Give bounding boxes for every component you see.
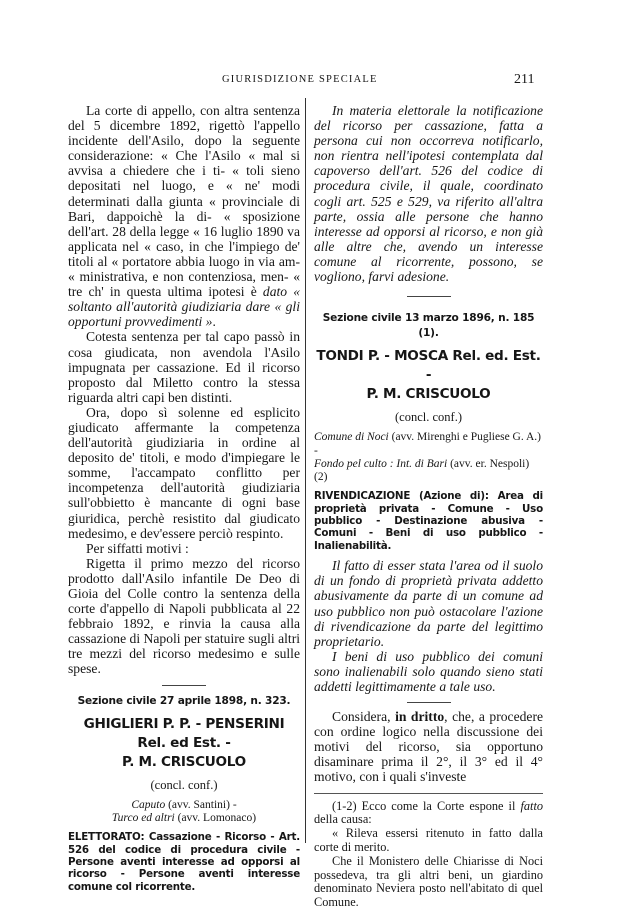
case-parties-right [314,431,543,484]
parties-line-1: GHIGLIERI P. P. - PENSERINI Rel. ed Est. - [83,715,285,751]
column-divider [305,98,306,843]
case-party-1-counsel: (avv. Santini) - [168,798,237,811]
topic-keywords: ELETTORATO: Cassazione - Ricorso - Art. 526 del codice di procedura civile - Persone aventi interesse ad opporsi al ricorso - Persone aventi interesse comune col ricorrente. [68,831,300,893]
case-party-1-right: Comune di Noci [314,431,389,444]
parties-line-2: P. M. CRISCUOLO [122,753,246,770]
paragraph-1-end: . [212,314,216,330]
summary-maxim-2: Il fatto di esser stata l'area od il suolo di un fondo di proprietà privata addetto abusivamente da parte di un comune ad uso pubblico non può ostacolare l'azione di rivendicazione da parte del legittimo proprietario. [314,558,543,649]
paragraph-2: Cotesta sentenza per tal capo passò in cosa giudicata, non avendola l'Asilo impugnata per cassazione. Ed il ricorso proposto dal Miletto contro la stessa riguarda altri capi ben distinti. [68,329,300,405]
topic-keywords-right: RIVENDICAZIONE (Azione di): Area di proprietà privata - Comune - Uso pubblico - Destinazione abusiva - Comuni - Beni di uso pubblico - Inalienabilità. [314,490,543,552]
case-party-1: Caputo [131,798,166,811]
case-parties [68,799,300,825]
body-paragraph [314,709,543,784]
section-separator-right [407,296,451,297]
running-header-title: GIURISDIZIONE SPECIALE [222,74,378,85]
paragraph-5: Rigetta il primo mezzo del ricorso prodotto dall'Asilo infantile De Deo di Gioia del Colle contro la sentenza della corte d'appello di Napoli pubblicata al 22 febbraio 1892, e rinvia la causa alla cassazione di Napoli per statuire sugli altri tre mezzi del ricorso medesimo e sulle spese. [68,555,300,677]
section-heading: Sezione civile 27 aprile 1898, n. 323. [77,694,291,707]
page-number: 211 [514,72,535,87]
footnote-ref: (1-2) Ecco come la Corte espone il [332,798,516,813]
conclusion: (concl. conf.) [150,777,218,792]
paragraph-3: Ora, dopo sì solenne ed esplicito giudicato affermante la competenza dell'autorità giudiziaria in ordine al deposito de' titoli, e modo d'impiegare le somme, l'accampato conflitto per incompetenza dell'autorità giudiziaria sull'obbietto è mancante di ogni base giuridica, perchè resistito dal giudicato medesimo, e dev'essere perciò respinto. [68,404,300,541]
paragraph-1-italic: dato « soltanto all'autorità giudiziaria dare « gli opportuni provvedimenti » [68,284,300,330]
paragraph-1 [68,103,300,329]
parties-line-1-right: TONDI P. - MOSCA Rel. ed. Est. - [316,348,541,384]
paragraph-4: Per siffatti motivi : [86,540,189,556]
summary-maxim: In materia elettorale la notificazione del ricorso per cassazione, fatta a persona cui non occorreva notificarlo, non rientra nell'ipotesi contemplata dal capoverso dell'art. 526 del codice di procedura civile, il quale, coordinato cogli art. 525 e 529, va riferito all'altra parte, ossia alle persone che hanno interesse ad opporsi al ricorso, e non già alle altre che, avendo un interesse comune al ricorrente, possono, se vogliono, farvi adesione. [314,103,543,285]
case-party-2-right: Fondo pel culto : Int. di Bari [314,457,448,470]
section-separator [162,685,206,686]
paragraph-1-text: La corte di appello, con altra sentenza del 5 dicembre 1892, rigettò l'appello incidente dell'Asilo, dopo la seguente considerazione: « Che l'Asilo « mal si avvisa a chiedere che i ti- « toli sieno depositati nel luogo, e « ne' modi determinati dalla giunta « provinciale di Bari, dappoichè la di- « sposizione dell'art. 28 della legge « 16 luglio 1890 va applicata nel « caso, in che l'impiego de' titoli al « portatore abbia luogo in via am- « ministrativa, e non contenziosa, men- « tre ch' in questa ultima ipotesi è [68,103,300,300]
section-heading-right: Sezione civile 13 marzo 1896, n. 185 (1). [322,312,535,340]
summary-maxim-3: I beni di uso pubblico dei comuni sono inalienabili solo quando sieno stati addetti legittimamente a tale uso. [314,648,543,694]
footnote-rest: della causa: [314,812,372,827]
case-party-2-counsel-right: (avv. er. Nespoli) (2) [314,457,530,484]
section-separator-right-2 [407,702,451,703]
footnote-1 [314,800,543,828]
footnote-quote-2: Che il Monistero delle Chiarisse di Noci possedeva, tra gli altri beni, un giardino denominato Neviera posto nell'abitato di quel Comune. [314,853,543,910]
right-column [314,103,543,910]
body-rest: , che, a procedere con ordine logico nella discussione dei motivi del ricorso, sia opportuno disaminare prima il 2°, il 3° ed il 4° motivo, con i quali s'investe [314,709,543,785]
conclusion-right: (concl. conf.) [395,410,462,425]
parties-heading [68,715,300,772]
footnote-quote-1: « Rileva essersi ritenuto in fatto dalla corte di merito. [314,826,543,854]
parties-line-2-right: P. M. CRISCUOLO [366,386,491,403]
left-column [68,103,300,893]
case-party-2-counsel: (avv. Lomonaco) [177,811,257,824]
case-party-1-counsel-right: (avv. Mirenghi e Pugliese G. A.) - [314,431,541,457]
case-party-2: Turco ed altri [111,811,175,824]
footnotes [314,800,543,910]
parties-heading-right [314,347,543,404]
body-bold: in dritto [395,709,445,725]
body-start: Considera, [332,709,391,725]
footnote-rule [314,793,543,794]
footnote-italic: fatto [520,798,544,813]
